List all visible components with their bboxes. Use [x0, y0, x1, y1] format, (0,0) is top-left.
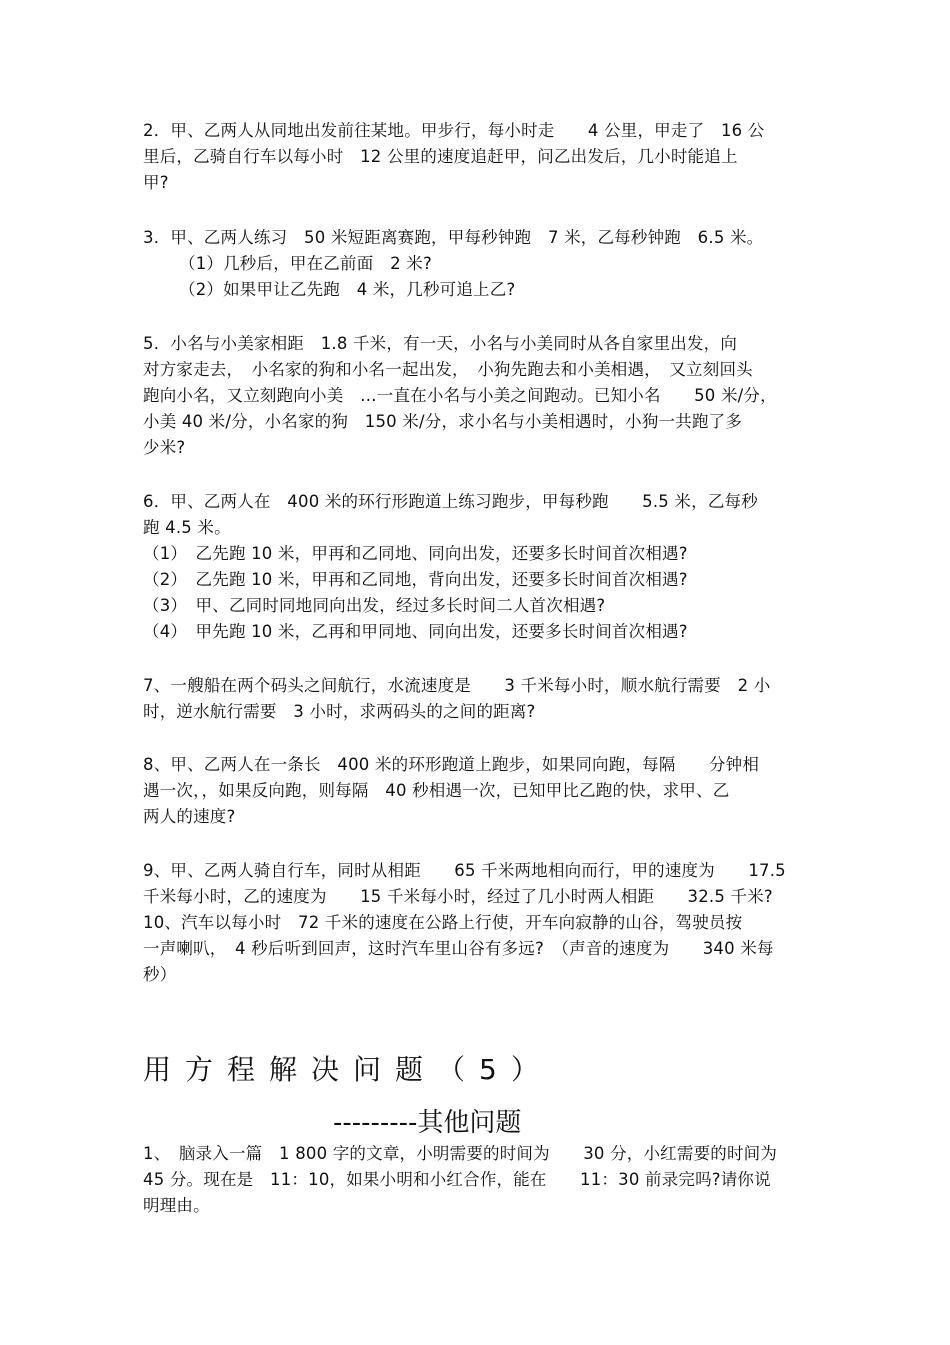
question-6 [143, 489, 823, 645]
question-2-line: 里后，乙骑自行车以每小时 12 公里的速度追赶甲，问乙出发后，几小时能追上 [143, 147, 738, 166]
question-5 [143, 331, 823, 461]
questions-9-10 [143, 858, 823, 988]
question-10-line: 一声喇叭， 4 秒后听到回声，这时汽车里山谷有多远? （声音的速度为 340 米每 [143, 939, 774, 958]
section-subheading: ---------其他问题 [333, 1108, 522, 1138]
question-1 [143, 1141, 823, 1219]
question-3-part-1: （1）几秒后，甲在乙前面 2 米? [179, 254, 432, 273]
question-9-line: 9、甲、乙两人骑自行车，同时从相距 65 千米两地相向而行，甲的速度为 17.5 [143, 861, 786, 880]
question-6-line: 跑 4.5 米。 [143, 518, 231, 537]
question-8-line: 两人的速度? [143, 807, 236, 826]
question-2 [143, 118, 823, 196]
question-5-line: 少米? [143, 438, 186, 457]
question-3-part-2: （2）如果甲让乙先跑 4 米，几秒可追上乙? [179, 280, 516, 299]
question-2-line: 甲? [143, 173, 169, 192]
question-7 [143, 673, 823, 725]
question-1-line: 1、 脑录入一篇 1 800 字的文章，小明需要的时间为 30 分，小红需要的时间为 [143, 1144, 778, 1163]
question-2-line: 2．甲、乙两人从同地出发前往某地。甲步行，每小时走 4 公里，甲走了 16 公 [143, 121, 765, 140]
question-10-line: 10、汽车以每小时 72 千米的速度在公路上行使，开车向寂静的山谷，驾驶员按 [143, 913, 743, 932]
question-6-part-3: （3） 甲、乙同时同地同向出发，经过多长时间二人首次相遇? [143, 596, 606, 615]
section-heading: 用方程解决问题（5） [143, 1053, 553, 1086]
question-5-line: 跑向小名，又立刻跑向小美 …一直在小名与小美之间跑动。已知小名 50 米/分， [143, 386, 777, 405]
question-1-line: 45 分。现在是 11：10，如果小明和小红合作，能在 11：30 前录完吗?请你说 [143, 1170, 771, 1189]
question-9-line: 千米每小时，乙的速度为 15 千米每小时，经过了几小时两人相距 32.5 千米? [143, 887, 773, 906]
question-8-line: 遇一次，，如果反向跑，则每隔 40 秒相遇一次，已知甲比乙跑的快，求甲、乙 [143, 781, 730, 800]
question-3 [143, 225, 823, 303]
question-5-line: 小美 40 米/分，小名家的狗 150 米/分，求小名与小美相遇时，小狗一共跑了多 [143, 412, 743, 431]
question-5-line: 对方家走去， 小名家的狗和小名一起出发， 小狗先跑去和小美相遇， 又立刻回头 [143, 360, 753, 379]
question-3-line: 3．甲、乙两人练习 50 米短距离赛跑，甲每秒钟跑 7 米，乙每秒钟跑 6.5 米。 [143, 228, 764, 247]
question-5-line: 5．小名与小美家相距 1.8 千米，有一天，小名与小美同时从各自家里出发，向 [143, 334, 738, 353]
question-6-part-1: （1） 乙先跑 10 米，甲再和乙同地、同向出发，还要多长时间首次相遇? [143, 544, 688, 563]
question-8-line: 8、甲、乙两人在一条长 400 米的环形跑道上跑步，如果同向跑，每隔 分钟相 [143, 755, 760, 774]
question-10-line: 秒） [143, 965, 177, 984]
question-6-part-2: （2） 乙先跑 10 米，甲再和乙同地，背向出发，还要多长时间首次相遇? [143, 570, 688, 589]
question-6-line: 6．甲、乙两人在 400 米的环行形跑道上练习跑步，甲每秒跑 5.5 米，乙每秒 [143, 492, 758, 511]
question-7-line: 时，逆水航行需要 3 小时，求两码头的之间的距离? [143, 702, 536, 721]
question-7-line: 7、一艘船在两个码头之间航行，水流速度是 3 千米每小时，顺水航行需要 2 小 [143, 676, 771, 695]
question-1-line: 明理由。 [143, 1196, 210, 1215]
question-8 [143, 752, 823, 830]
question-6-part-4: （4） 甲先跑 10 米，乙再和甲同地、同向出发，还要多长时间首次相遇? [143, 622, 688, 641]
